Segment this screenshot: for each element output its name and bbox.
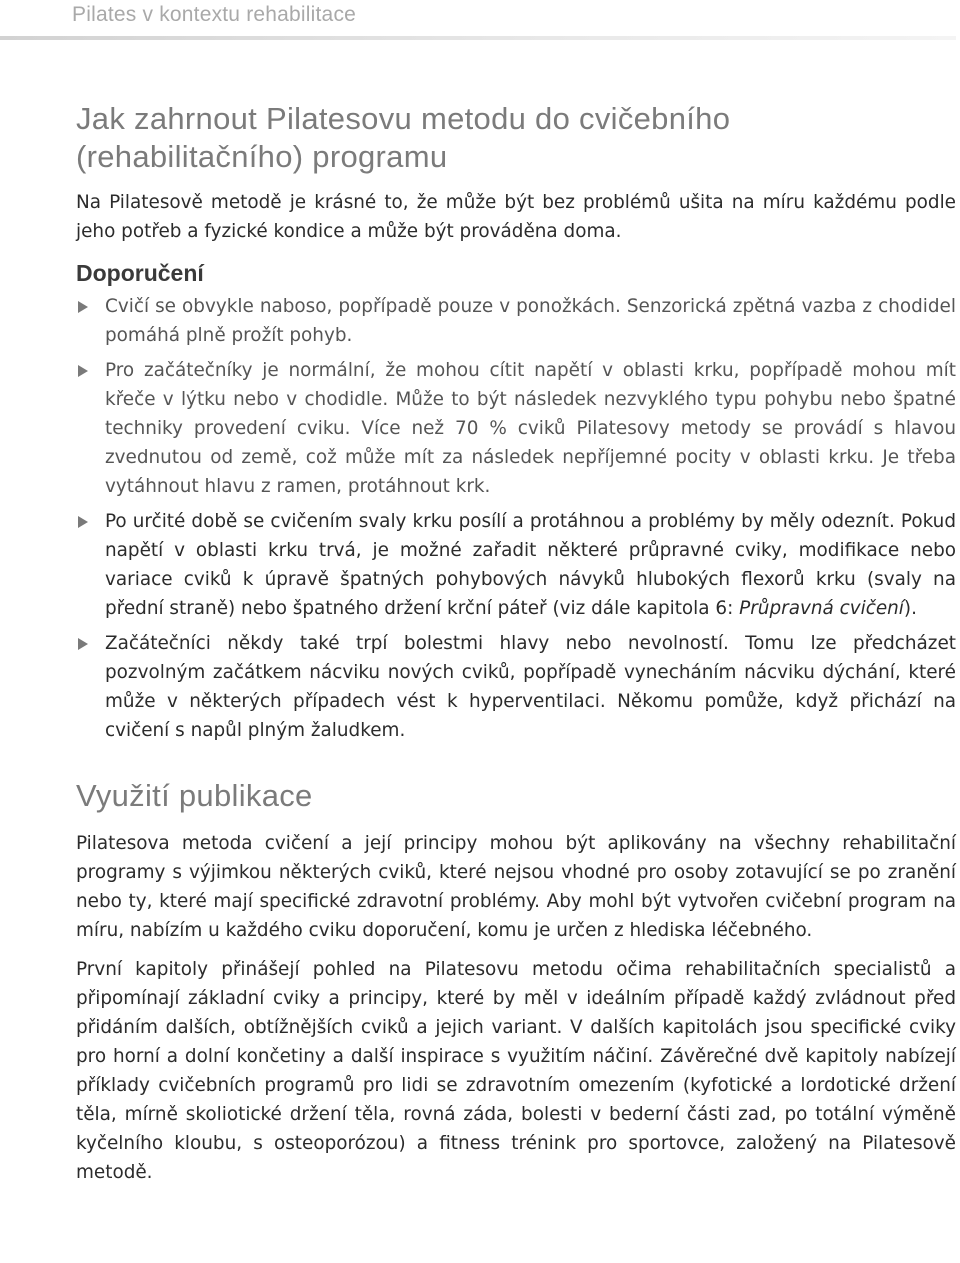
header-divider	[0, 36, 956, 40]
recommendation-text-end: ).	[903, 598, 917, 619]
page-content	[76, 100, 956, 1187]
recommendation-item	[76, 507, 956, 623]
recommendation-text: Cvičí se obvykle naboso, popřípadě pouze v ponožkách. Senzorická zpětná vazba z chodidel pomáhá plně prožít pohyb.	[105, 296, 956, 346]
running-header-title: Pilates v kontextu rehabilitace	[72, 3, 357, 26]
section-title-incorporate: Jak zahrnout Pilatesovu metodu do cvičebního (rehabilitačního) programu	[76, 101, 731, 174]
recommendation-text: Po určité době se cvičením svaly krku posílí a protáhnou a problémy by měly odeznít. Pokud napětí v oblasti krku trvá, je možné zařadit některé průpravné cviky, modifikace nebo variace cviků k úpravě špatných pohybových návyků hlubokých flexorů krku (svaly na přední straně) nebo špatného držení krční páteř (viz dále kapitola 6:	[105, 511, 956, 619]
triangle-bullet-icon	[78, 365, 88, 377]
intro-paragraph: Na Pilatesově metodě je krásné to, že může být bez problémů ušita na míru každému podle jeho potřeb a fyzické kondice a může být prováděna doma.	[76, 192, 956, 242]
recommendations-heading: Doporučení	[76, 260, 204, 286]
triangle-bullet-icon	[78, 301, 88, 313]
running-header	[0, 0, 960, 40]
recommendation-item	[76, 292, 956, 350]
recommendation-text: Pro začátečníky je normální, že mohou cítit napětí v oblasti krku, popřípadě mohou mít křeče v lýtku nebo v chodidle. Může to být následek nezvyklého typu pohybu nebo špatné techniky provedení cviku. Více než 70 % cviků Pilatesovy metody se provádí s hlavou zvednutou od země, což může mít za následek nepříjemné pocity v oblasti krku. Je třeba vytáhnout hlavu z ramen, protáhnout krk.	[105, 360, 956, 497]
recommendation-item	[76, 356, 956, 501]
triangle-bullet-icon	[78, 638, 88, 650]
recommendations-list	[76, 292, 956, 745]
usage-paragraph: První kapitoly přinášejí pohled na Pilatesovu metodu očima rehabilitačních specialistů a připomínají základní cviky a principy, které by měl v ideálním případě každý zvládnout před přidáním dalších, obtížnějších cviků a jejich variant. V dalších kapitolách jsou specifické cviky pro horní a dolní končetiny a další inspirace s využitím náčiní. Závěrečné dvě kapitoly nabízejí příklady cvičebních programů pro lidi se zdravotním omezením (kyfotické a lordotické držení těla, mírně skoliotické držení těla, rovná záda, bolesti v bederní části zad, po totální výměně kyčelního kloubu, s osteoporózou) a fitness trénink pro sportovce, založený na Pilatesově metodě.	[76, 959, 956, 1183]
recommendation-item	[76, 629, 956, 745]
recommendation-text: Začátečníci někdy také trpí bolestmi hlavy nebo nevolností. Tomu lze předcházet pozvolným začátkem nácviku nových cviků, popřípadě vynecháním nácviku dýchání, které může v některých případech vést k hyperventilaci. Někomu pomůže, když přichází na cvičení s napůl plným žaludkem.	[105, 633, 956, 741]
triangle-bullet-icon	[78, 516, 88, 528]
usage-paragraph: Pilatesova metoda cvičení a její principy mohou být aplikovány na všechny rehabilitační programy s výjimkou některých cviků, které nejsou vhodné pro osoby zotavující se po zranění nebo ty, které mají specifické zdravotní problémy. Aby mohl být vytvořen cvičební program na míru, nabízím u každého cviku doporučení, komu je určen z hlediska léčebného.	[76, 833, 956, 941]
section-title-usage: Využití publikace	[76, 778, 313, 813]
chapter-reference: Průpravná cvičení	[739, 598, 904, 619]
